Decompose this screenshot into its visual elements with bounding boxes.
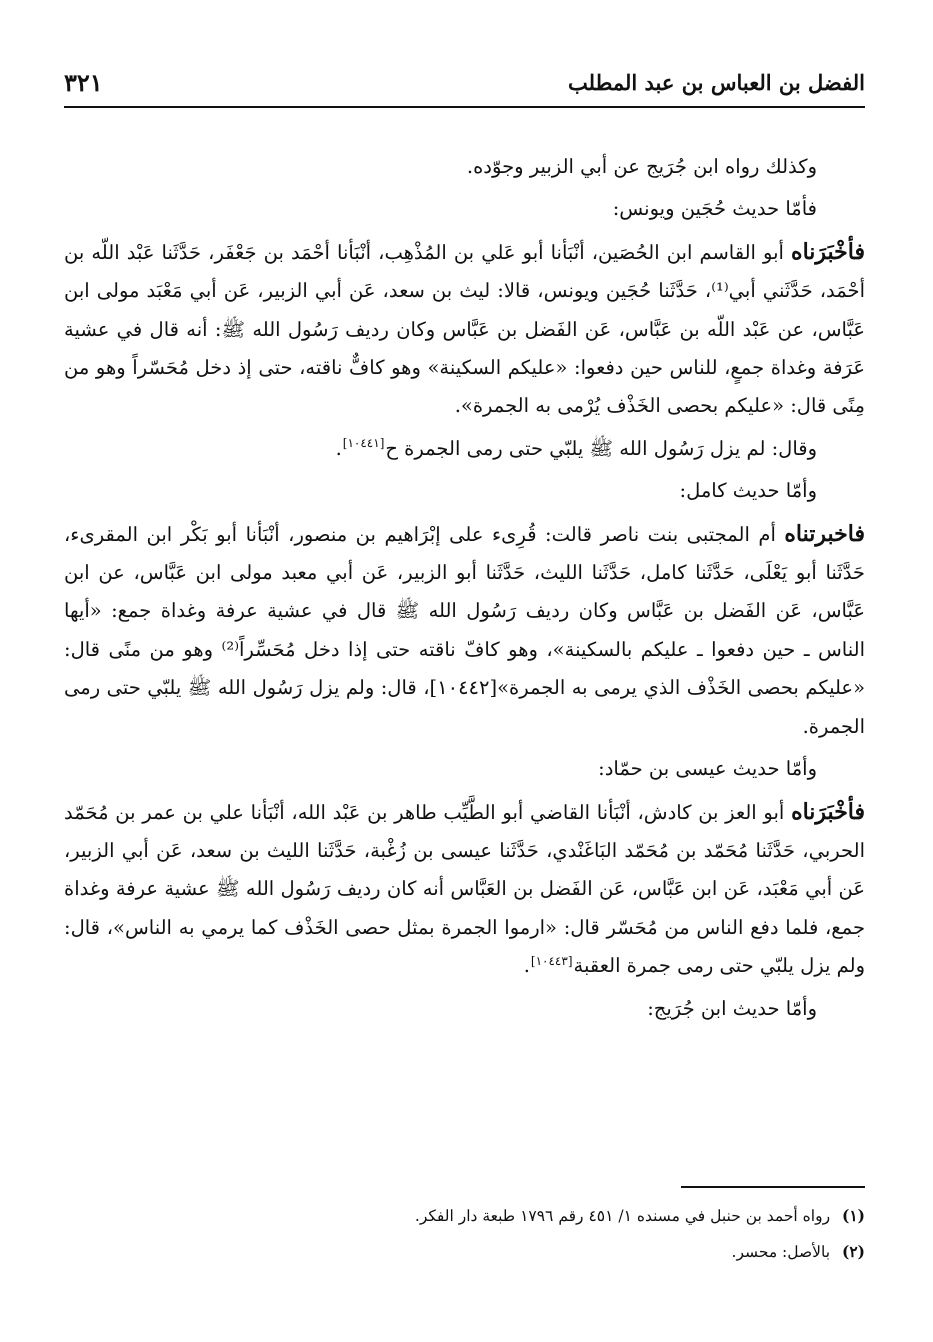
- hadith-number: [١٠٤٤١]: [342, 436, 385, 451]
- lead-word: فاخبرتناه: [784, 520, 865, 547]
- footnotes: [64, 1198, 865, 1270]
- paragraph-isnad-2: [64, 515, 865, 746]
- page-header: [64, 62, 865, 108]
- footnote-2: [64, 1234, 865, 1270]
- paragraph-text: أبو العز بن كادش، أنْبَأنا القاضي أبو الطَّيِّب طاهر بن عَبْد الله، أنْبَأنا علي بن عمر بن مُحَمّد الحربي، حَدَّثَنا مُحَمّد بن مُحَمّد البَاغَنْدي، حَدَّثَنا عيسى بن زُغْبة، حَدَّثَنا الليث بن سعد، عَن أبي الزبير، عَن أبي مَعْبَد، عَن ابن عَبَّاس، عَن الفَضل بن العَبَّاس أنه كان رديف رَسُول الله ﷺ عشية عرفة وغداة جمع، فلما دفع الناس من مُحَسّر قال: «ارموا الجمرة بمثل حصى الخَذْف كما يرمي به الناس»، قال: ولم يزل يلبّي حتى رمى جمرة العقبة: [64, 800, 865, 978]
- lead-word: فأخْبَرَناه: [791, 238, 865, 265]
- paragraph-text: وأمّا حديث كامل:: [679, 479, 817, 503]
- page-number: ٣٢١: [64, 68, 103, 97]
- paragraph-text: أم المجتبى بنت ناصر قالت: قُرِىء على إبْرَاهيم بن منصور، أنْبَأنا أبو بَكْر ابن المقرىء، حَدَّثَنا أبو يَعْلَى، حَدَّثَنا كامل، حَدَّثَنا الليث، حَدَّثَنا أبو الزبير، عَن أبي معبد مولى ابن عَبَّاس، عن ابن عَبَّاس، عَن الفَضل بن عَبَّاس وكان رديف رَسُول الله ﷺ قال في عشية عرفة وغداة جمع: «أيها الناس ـ حين دفعوا ـ عليكم بالسكينة»، وهو كافّ ناقته حتى إذا دخل مُحَسِّراً⁽²⁾ وهو من منًى قال: «عليكم بحصى الخَذْف الذي يرمى به الجمرة»[١٠٤٤٢]، قال: ولم يزل رَسُول الله ﷺ يلبّي حتى رمى الجمرة.: [64, 522, 866, 738]
- paragraph-isnad-3: فأخْبَرَناه أبو العز بن كادش، أنْبَأنا القاضي أبو الطَّيِّب طاهر بن عَبْد الله، أنْبَأنا علي بن عمر بن مُحَمّد الحربي، حَدَّثَنا مُحَمّد بن مُحَمّد البَاغَنْدي، حَدَّثَنا عيسى بن زُغْبة، حَدَّثَنا الليث بن سعد، عَن أبي الزبير، عَن أبي مَعْبَد، عَن ابن عَبَّاس، عَن الفَضل بن العَبَّاس أنه كان رديف رَسُول الله ﷺ عشية عرفة وغداة جمع، فلما دفع الناس من مُحَسّر قال: «ارموا الجمرة بمثل حصى الخَذْف كما يرمي به الناس»، قال: ولم يزل يلبّي حتى رمى جمرة العقبة[١٠٤٤٣].: [64, 798, 866, 978]
- paragraph-text: وأمّا حديث عيسى بن حمّاد:: [598, 757, 817, 781]
- paragraph-1: [64, 148, 865, 186]
- hadith-number: [١٠٤٤٣]: [530, 953, 573, 968]
- section-heading-kamil: [64, 472, 865, 510]
- section-heading-hujayn-yunus: [64, 190, 865, 228]
- footnote-text: بالأصل: محسر.: [731, 1243, 831, 1261]
- paragraph-isnad-1: [64, 233, 865, 426]
- paragraph-text: وقال: لم يزل رَسُول الله ﷺ يلبّي حتى رمى الجمرة ح: [385, 436, 817, 460]
- footnote-divider: [681, 1186, 865, 1188]
- running-title: الفضل بن العباس بن عبد المطلب: [568, 70, 865, 95]
- section-heading-ibn-jurayj: [64, 990, 865, 1028]
- footnote-1: [64, 1198, 865, 1234]
- footnote-text: رواه أحمد بن حنبل في مسنده ١/ ٤٥١ رقم ١٧٩٦ طبعة دار الفكر.: [414, 1207, 831, 1225]
- body-text: [64, 148, 865, 1032]
- lead-word: فأخْبَرَناه: [791, 798, 866, 825]
- paragraph-text: أبو القاسم ابن الحُصَين، أنْبَأنا أبو عَلي بن المُذْهِب، أنْبَأنا أحْمَد بن جَعْفَر، حَدَّثَنا عَبْد اللّه بن أحْمَد، حَدَّثَني أبي⁽¹⁾، حَدَّثَنا حُجَين ويونس، قالا: ليث بن سعد، عَن أبي الزبير، عَن أبي مَعْبَد مولى ابن عَبَّاس، عن عَبْد اللّه بن عَبَّاس، عَن الفَضل بن عَبَّاس وكان رديف رَسُول الله ﷺ: أنه قال في عشية عَرَفة وغداة جمعٍ، للناس حين دفعوا: «عليكم السكينة» وهو كافٌّ ناقته، حتى إذ دخل مُحَسّراً وهو من مِنًى قال: «عليكم بحصى الخَذْف يُرْمى به الجمرة».: [64, 240, 865, 418]
- section-heading-isa: [64, 750, 865, 788]
- footnote-number: (١): [841, 1206, 865, 1225]
- paragraph-text: فأمّا حديث حُجَين ويونس:: [612, 197, 817, 221]
- paragraph-text: وكذلك رواه ابن جُرَيج عن أبي الزبير وجوّده.: [466, 155, 817, 178]
- footnote-number: (٢): [841, 1242, 865, 1261]
- paragraph-4: وقال: لم يزل رَسُول الله ﷺ يلبّي حتى رمى الجمرة ح[١٠٤٤١].: [335, 436, 817, 460]
- paragraph-text: وأمّا حديث ابن جُرَيج:: [647, 996, 817, 1020]
